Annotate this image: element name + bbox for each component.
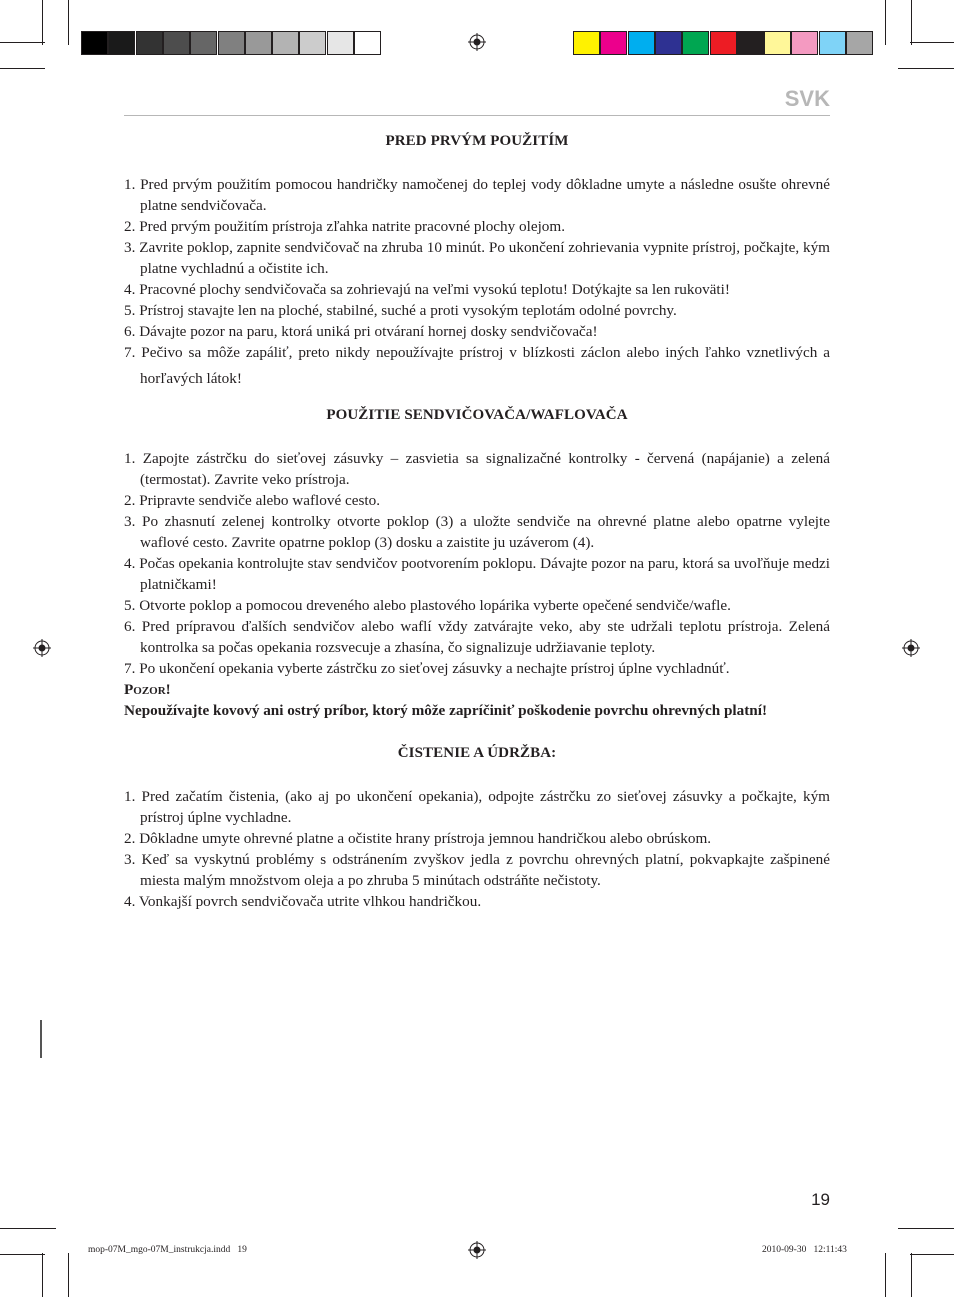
list-item: 5. Prístroj stavajte len na ploché, stabilné, suché a proti vysokým teplotám odolné povrchy. bbox=[124, 302, 677, 319]
list-item: 3. Zavrite poklop, zapnite sendvičovač na zhruba 10 minút. Po ukončení zohrievania vypnite prístroj, počkajte, kým platne vychladnú a očistite ich. bbox=[124, 239, 830, 277]
instruction-list bbox=[124, 448, 830, 679]
gray-swatch bbox=[245, 31, 272, 55]
list-item: 4. Pracovné plochy sendvičovača sa zohrievajú na veľmi vysokú teplotu! Dotýkajte sa len rukoväti! bbox=[124, 281, 730, 298]
color-swatch bbox=[846, 31, 873, 55]
gray-swatch bbox=[190, 31, 217, 55]
gray-swatch bbox=[108, 31, 135, 55]
gray-swatch bbox=[81, 31, 108, 55]
gray-swatch bbox=[327, 31, 354, 55]
gray-swatch bbox=[163, 31, 190, 55]
color-swatch bbox=[819, 31, 846, 55]
list-item: 1. Pred prvým použitím pomocou handričky namočenej do teplej vody dôkladne umyte a následne osušte ohrevné platne sendvičovača. bbox=[124, 176, 830, 214]
header-rule bbox=[124, 115, 830, 116]
warning-text: Nepoužívajte kovový ani ostrý príbor, ktorý môže zapríčiniť poškodenie povrchu ohrevných platní! bbox=[124, 702, 767, 719]
print-timestamp: 2010-09-30 12:11:43 bbox=[762, 1245, 847, 1255]
gray-swatch bbox=[299, 31, 326, 55]
language-code: SVK bbox=[784, 86, 830, 111]
section-before-first-use bbox=[124, 131, 830, 392]
crop-mark-top-right-vertical-inner bbox=[885, 0, 886, 45]
section-usage bbox=[124, 405, 830, 721]
crop-mark-bottom-right-horizontal bbox=[910, 1254, 954, 1255]
section-cleaning bbox=[124, 743, 830, 912]
crop-mark-top-right-vertical bbox=[911, 0, 912, 45]
color-swatch bbox=[600, 31, 627, 55]
gray-swatch bbox=[354, 31, 381, 55]
list-item: 2. Pred prvým použitím prístroja zľahka natrite pracovné plochy olejom. bbox=[124, 218, 566, 235]
list-item: 7. Po ukončení opekania vyberte zástrčku zo sieťovej zásuvky a nechajte prístroj úplne vychladnúť. bbox=[124, 660, 730, 677]
warning-title-text: Pozor! bbox=[124, 681, 171, 698]
color-swatch bbox=[791, 31, 818, 55]
crop-mark-bottom-right-vertical-inner bbox=[885, 1253, 886, 1297]
gray-swatch bbox=[218, 31, 245, 55]
color-swatch bbox=[573, 31, 600, 55]
list-item: 7. Pečivo sa môže zapáliť, preto nikdy nepoužívajte prístroj v blízkosti záclon alebo iných ľahko vznetlivých a horľavých látok! bbox=[124, 344, 830, 387]
crop-mark-bottom-right-vertical bbox=[911, 1253, 912, 1297]
gray-swatch bbox=[136, 31, 163, 55]
color-swatch bbox=[737, 31, 764, 55]
crop-mark-top-right-horizontal bbox=[910, 42, 954, 43]
list-item: 1. Pred začatím čistenia, (ako aj po ukončení opekania), odpojte zástrčku zo sieťovej zásuvky a počkajte, kým prístroj úplne vychladne. bbox=[124, 788, 830, 826]
section-title: PRED PRVÝM POUŽITÍM bbox=[385, 133, 569, 149]
list-item: 1. Zapojte zástrčku do sieťovej zásuvky – zasvietia sa signalizačné kontrolky - červená (napájanie) a zelená (termostat). Zavrite veko prístroja. bbox=[124, 450, 830, 488]
crop-mark-bottom-right-horizontal-inner bbox=[898, 1228, 954, 1229]
list-item: 4. Vonkajší povrch sendvičovača utrite vlhkou handričkou. bbox=[124, 893, 482, 910]
list-item: 2. Dôkladne umyte ohrevné platne a očistite hrany prístroja jemnou handričkou alebo obrúskom. bbox=[124, 830, 712, 847]
list-item: 6. Dávajte pozor na paru, ktorá uniká pri otváraní hornej dosky sendvičovača! bbox=[124, 323, 598, 340]
list-item: 2. Pripravte sendviče alebo waflové cesto. bbox=[124, 492, 380, 509]
list-item: 3. Keď sa vyskytnú problémy s odstránením zvyškov jedla z povrchu ohrevných platní, pokvapkajte zašpinené miesta malým množstvom oleja a po zhruba 5 minútach odstráňte nečistoty. bbox=[124, 851, 830, 889]
color-swatch bbox=[628, 31, 655, 55]
registration-mark-top-icon bbox=[468, 33, 486, 51]
list-item: 6. Pred prípravou ďalších sendvičov alebo waflí vždy zatvárajte veko, aby ste udržali teplotu prístroja. Zelená kontrolka sa počas opekania rozsvecuje a zhasína, čo signalizuje udržiavanie teploty. bbox=[124, 618, 830, 656]
registration-mark-bottom-icon bbox=[468, 1241, 486, 1259]
crop-mark-top-right-horizontal-inner bbox=[898, 68, 954, 69]
color-swatch bbox=[655, 31, 682, 55]
color-swatch bbox=[710, 31, 737, 55]
section-title: POUŽITIE SENDVIČOVAČA/WAFLOVAČA bbox=[326, 407, 628, 423]
registration-mark-left-icon bbox=[33, 639, 51, 657]
list-item: 5. Otvorte poklop a pomocou dreveného alebo plastového lopárika vyberte opečené sendviče/wafle. bbox=[124, 597, 731, 614]
crop-mark-top-left-vertical bbox=[42, 0, 43, 45]
margin-mark-left bbox=[40, 1020, 42, 1058]
color-swatch bbox=[764, 31, 791, 55]
instruction-list bbox=[124, 786, 830, 912]
file-name-slug: mop-07M_mgo-07M_instrukcja.indd 19 bbox=[88, 1245, 247, 1255]
crop-mark-bottom-left-horizontal bbox=[0, 1254, 45, 1255]
crop-mark-bottom-left-vertical-inner bbox=[68, 1253, 69, 1297]
color-swatch bbox=[682, 31, 709, 55]
crop-mark-bottom-left-vertical bbox=[42, 1253, 43, 1297]
registration-mark-right-icon bbox=[902, 639, 920, 657]
instruction-list bbox=[124, 174, 830, 392]
crop-mark-top-left-horizontal-inner bbox=[0, 68, 45, 69]
page-number: 19 bbox=[811, 1190, 830, 1209]
manual-content bbox=[124, 131, 830, 912]
crop-mark-top-left-vertical-inner bbox=[68, 0, 69, 45]
list-item: 4. Počas opekania kontrolujte stav sendvičov pootvorením poklopu. Dávajte pozor na paru, ktorá sa uvoľňuje medzi platničkami! bbox=[124, 555, 830, 593]
warning-title bbox=[124, 679, 830, 700]
list-item: 3. Po zhasnutí zelenej kontrolky otvorte poklop (3) a uložte sendviče na ohrevné platne alebo opatrne vylejte waflové cesto. Zavrite opatrne poklop (3) dosku a zaistite ju uzáverom (4). bbox=[124, 513, 830, 551]
gray-swatch bbox=[272, 31, 299, 55]
crop-mark-bottom-left-horizontal-inner bbox=[0, 1228, 56, 1229]
section-title: ČISTENIE A ÚDRŽBA: bbox=[397, 745, 557, 761]
crop-mark-top-left-horizontal bbox=[0, 42, 45, 43]
